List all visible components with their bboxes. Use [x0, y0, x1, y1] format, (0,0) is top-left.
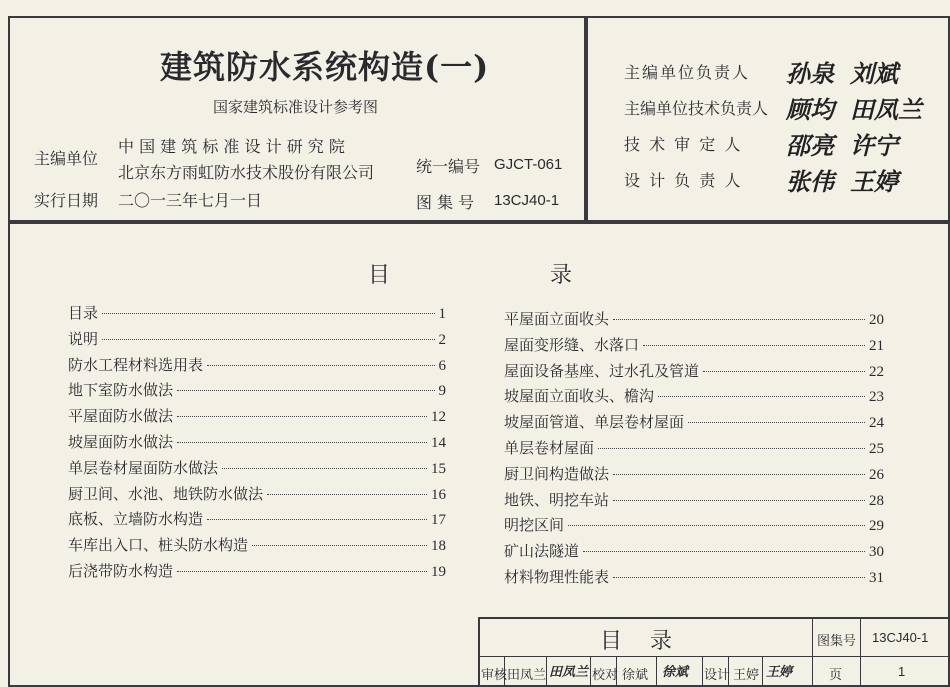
toc-entry[interactable] [68, 379, 446, 400]
review-name: 田凤兰 [507, 668, 547, 683]
signature-1b: 刘斌 [850, 59, 898, 88]
tb-cell-sep-8 [762, 656, 763, 687]
toc-leader-dots [177, 416, 427, 417]
toc-entry-page: 25 [869, 441, 884, 457]
toc-entry[interactable] [504, 360, 884, 381]
page-label: 页 [829, 668, 843, 683]
toc-entry-title: 地下室防水做法 [68, 381, 174, 400]
toc-entry-page: 19 [431, 564, 446, 580]
toc-entry[interactable] [504, 437, 884, 458]
signature-1a: 孙泉 [786, 59, 834, 88]
toc-entry-page: 21 [869, 337, 884, 354]
toc-entry[interactable] [504, 566, 884, 587]
toc-entry[interactable] [504, 385, 884, 406]
toc-leader-dots [177, 442, 427, 443]
toc-entry-title: 防水工程材料选用表 [68, 355, 204, 374]
toc-entry-title: 矿山法隧道 [504, 542, 580, 561]
toc-entry-title: 坡屋面防水做法 [68, 433, 174, 451]
signature-2a: 顾均 [786, 95, 834, 124]
toc-entry[interactable] [68, 560, 446, 581]
toc-entry-page: 23 [869, 389, 884, 406]
toc-entry-title: 单层卷材屋面 [504, 439, 595, 457]
tb-cell-sep-5 [656, 656, 657, 687]
check-name: 徐斌 [622, 668, 649, 683]
toc-entry[interactable] [504, 540, 884, 561]
signature-4a: 张伟 [786, 167, 834, 196]
tb-cell-sep-6 [702, 656, 703, 687]
toc-entry-title: 材料物理性能表 [504, 568, 610, 586]
toc-leader-dots [207, 519, 427, 520]
tb-cell-sep-2 [546, 656, 547, 687]
toc-heading-left: 目 [368, 263, 391, 288]
toc-leader-dots [583, 551, 865, 552]
toc-leader-dots [613, 577, 865, 578]
toc-entry-page: 6 [438, 357, 446, 374]
toc-entry[interactable] [68, 354, 446, 375]
toc-entry-title: 厨卫间构造做法 [504, 464, 610, 483]
editor-line-2: 北京东方雨虹防水技术股份有限公司 [118, 163, 375, 182]
toc-entry-page: 31 [869, 570, 884, 586]
check-label: 校对 [592, 668, 619, 683]
toc-entry[interactable] [68, 302, 446, 323]
toc-leader-dots [703, 371, 865, 372]
toc-leader-dots [102, 313, 434, 314]
title-block-atlas-label: 图集号 [817, 634, 857, 649]
toc-entry-page: 24 [869, 415, 884, 432]
toc-entry-title: 地铁、明挖车站 [504, 490, 610, 509]
toc-leader-dots [688, 422, 865, 423]
toc-leader-dots [267, 494, 427, 495]
toc-entry[interactable] [504, 463, 884, 484]
title-block-title: 目录 [600, 629, 701, 654]
signature-3a: 邵亮 [786, 131, 834, 160]
atlas-number-value: 13CJ40-1 [494, 192, 560, 209]
review-label: 审核 [481, 668, 508, 683]
toc-heading-right: 录 [550, 263, 573, 288]
toc-entry-title: 坡屋面管道、单层卷材屋面 [504, 413, 685, 432]
toc-entry-page: 14 [431, 435, 446, 451]
toc-leader-dots [207, 365, 434, 366]
editor-label: 主编单位 [34, 149, 99, 168]
toc-entry[interactable] [68, 457, 446, 478]
toc-entry-title: 后浇带防水构造 [68, 562, 174, 580]
signature-4b: 王婷 [850, 167, 898, 196]
toc-leader-dots [598, 448, 865, 449]
toc-entry-page: 29 [869, 518, 884, 535]
signature-3b: 许宁 [850, 131, 898, 160]
toc-entry-title: 平屋面立面收头 [504, 310, 610, 328]
toc-entry-title: 说明 [68, 329, 99, 348]
toc-entry[interactable] [68, 483, 446, 504]
toc-entry-title: 厨卫间、水池、地铁防水做法 [68, 484, 264, 503]
design-label: 设计 [704, 668, 731, 683]
toc-leader-dots [177, 390, 434, 391]
atlas-subtitle: 国家建筑标准设计参考图 [213, 98, 379, 116]
toc-leader-dots [252, 545, 427, 546]
toc-entry-title: 屋面设备基座、过水孔及管道 [504, 361, 700, 380]
toc-entry-title: 目录 [68, 304, 99, 322]
serial-value: GJCT-061 [494, 156, 563, 173]
toc-leader-dots [613, 319, 865, 320]
responsible-role-1: 主编单位负责人 [624, 63, 751, 82]
toc-entry[interactable] [504, 411, 884, 432]
toc-leader-dots [568, 525, 865, 526]
toc-entry-page: 12 [431, 409, 446, 426]
serial-label: 统一编号 [416, 157, 481, 176]
check-signature: 徐斌 [662, 665, 689, 680]
review-signature: 田凤兰 [549, 665, 589, 680]
toc-entry-page: 16 [431, 486, 446, 503]
toc-entry[interactable] [68, 534, 446, 555]
toc-entry-page: 26 [869, 466, 884, 483]
design-name: 王婷 [733, 668, 760, 683]
toc-entry-title: 底板、立墙防水构造 [68, 510, 204, 529]
toc-entry[interactable] [68, 328, 446, 349]
toc-entry-page: 9 [438, 383, 446, 400]
toc-entry[interactable] [504, 334, 884, 355]
editor-line-1: 中 国 建 筑 标 准 设 计 研 究 院 [118, 137, 345, 156]
toc-entry-page: 20 [869, 312, 884, 328]
atlas-number-label: 图 集 号 [416, 193, 475, 212]
tb-cell-sep-3 [590, 656, 591, 687]
toc-entry-title: 平屋面防水做法 [68, 407, 174, 426]
toc-entry[interactable] [504, 308, 884, 329]
toc-entry-title: 坡屋面立面收头、檐沟 [504, 387, 655, 406]
toc-entry[interactable] [68, 508, 446, 529]
title-block-mid-line [478, 656, 950, 657]
toc-entry[interactable] [68, 431, 446, 452]
toc-entry[interactable] [504, 489, 884, 510]
title-block-left-line [478, 617, 480, 687]
atlas-title: 建筑防水系统构造(一) [160, 48, 490, 86]
toc-entry[interactable] [504, 514, 884, 535]
toc-leader-dots [643, 345, 865, 346]
responsible-role-3: 技 术 审 定 人 [624, 135, 743, 154]
responsible-role-4: 设 计 负 责 人 [624, 171, 743, 190]
toc-entry-title: 车库出入口、桩头防水构造 [68, 536, 249, 555]
toc-entry-page: 15 [431, 460, 446, 477]
toc-entry-page: 18 [431, 538, 446, 555]
design-signature: 王婷 [766, 665, 793, 680]
toc-leader-dots [102, 339, 434, 340]
toc-entry-page: 1 [438, 306, 446, 322]
date-label: 实行日期 [34, 191, 99, 210]
date-value: 二〇一三年七月一日 [118, 191, 263, 210]
toc-leader-dots [222, 468, 427, 469]
toc-entry-title: 单层卷材屋面防水做法 [68, 458, 219, 477]
toc-entry[interactable] [68, 405, 446, 426]
toc-entry-page: 17 [431, 512, 446, 529]
toc-leader-dots [658, 396, 865, 397]
toc-entry-page: 2 [438, 331, 446, 348]
toc-entry-page: 22 [869, 363, 884, 380]
page-value: 1 [898, 664, 906, 679]
toc-entry-title: 明挖区间 [504, 516, 565, 535]
title-block-divider-2 [860, 617, 861, 687]
toc-leader-dots [613, 500, 865, 501]
toc-entry-page: 30 [869, 544, 884, 561]
title-block-divider-1 [812, 617, 813, 687]
title-block-atlas-value: 13CJ40-1 [872, 630, 929, 645]
title-block-top-line [478, 617, 950, 619]
toc-leader-dots [177, 571, 427, 572]
toc-entry-page: 28 [869, 492, 884, 509]
responsible-role-2: 主编单位技术负责人 [624, 99, 769, 118]
signature-2b: 田凤兰 [850, 95, 922, 124]
toc-leader-dots [613, 474, 865, 475]
toc-entry-title: 屋面变形缝、水落口 [504, 335, 640, 354]
